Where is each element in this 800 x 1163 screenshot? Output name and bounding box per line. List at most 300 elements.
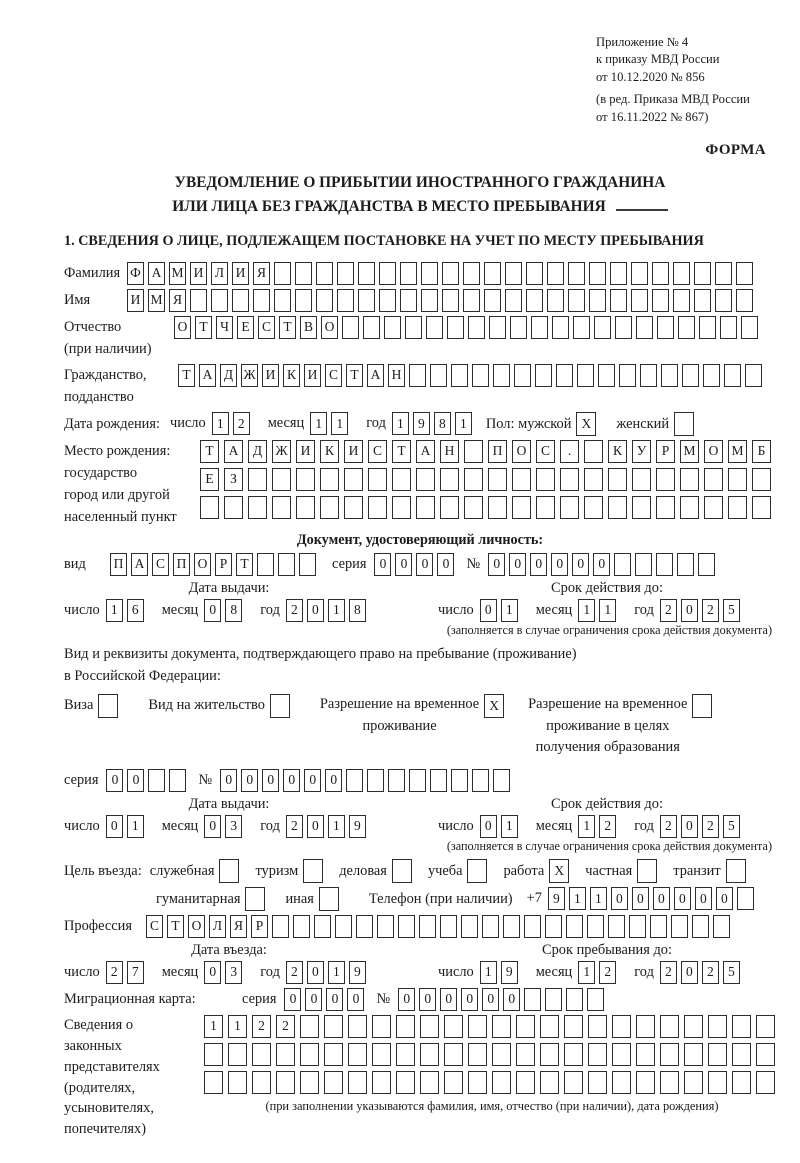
- char-box[interactable]: [346, 769, 363, 792]
- char-box[interactable]: Я: [230, 915, 247, 938]
- char-box[interactable]: [677, 553, 694, 576]
- char-box[interactable]: [400, 289, 417, 312]
- char-box[interactable]: 0: [326, 988, 343, 1011]
- char-box[interactable]: [228, 1043, 247, 1066]
- char-box[interactable]: Т: [195, 316, 212, 339]
- char-box[interactable]: [741, 316, 758, 339]
- char-box[interactable]: [619, 364, 636, 387]
- char-box[interactable]: [293, 915, 310, 938]
- char-box[interactable]: [540, 1071, 559, 1094]
- char-box[interactable]: [552, 316, 569, 339]
- char-box[interactable]: О: [321, 316, 338, 339]
- char-box[interactable]: [295, 289, 312, 312]
- char-box[interactable]: [588, 1043, 607, 1066]
- char-box[interactable]: [752, 468, 771, 491]
- char-box[interactable]: Д: [248, 440, 267, 463]
- char-box[interactable]: К: [283, 364, 300, 387]
- char-box[interactable]: Д: [220, 364, 237, 387]
- char-box[interactable]: [598, 364, 615, 387]
- char-box[interactable]: [535, 364, 552, 387]
- char-box[interactable]: [566, 988, 583, 1011]
- char-box[interactable]: 1: [328, 815, 345, 838]
- char-box[interactable]: [295, 262, 312, 285]
- char-box[interactable]: [358, 289, 375, 312]
- char-box[interactable]: Ж: [241, 364, 258, 387]
- char-box[interactable]: А: [148, 262, 165, 285]
- temp-residence-education-checkbox[interactable]: [692, 694, 712, 718]
- char-box[interactable]: 1: [328, 599, 345, 622]
- temp-residence-checkbox[interactable]: X: [484, 694, 504, 718]
- char-box[interactable]: [682, 364, 699, 387]
- char-box[interactable]: 2: [660, 961, 677, 984]
- char-box[interactable]: [484, 262, 501, 285]
- char-box[interactable]: [367, 769, 384, 792]
- char-box[interactable]: 2: [286, 599, 303, 622]
- char-box[interactable]: [715, 289, 732, 312]
- char-box[interactable]: [169, 769, 186, 792]
- char-box[interactable]: [577, 364, 594, 387]
- char-box[interactable]: [524, 915, 541, 938]
- char-box[interactable]: 2: [702, 961, 719, 984]
- char-box[interactable]: [337, 262, 354, 285]
- char-box[interactable]: [396, 1071, 415, 1094]
- char-box[interactable]: [661, 364, 678, 387]
- char-box[interactable]: [516, 1015, 535, 1038]
- char-box[interactable]: [274, 289, 291, 312]
- char-box[interactable]: 1: [228, 1015, 247, 1038]
- char-box[interactable]: 9: [349, 815, 366, 838]
- char-box[interactable]: 1: [480, 961, 497, 984]
- char-box[interactable]: [337, 289, 354, 312]
- char-box[interactable]: [547, 262, 564, 285]
- char-box[interactable]: [405, 316, 422, 339]
- char-box[interactable]: 2: [599, 961, 616, 984]
- char-box[interactable]: [451, 364, 468, 387]
- char-box[interactable]: 0: [593, 553, 610, 576]
- char-box[interactable]: [348, 1015, 367, 1038]
- char-box[interactable]: [372, 1015, 391, 1038]
- char-box[interactable]: 6: [127, 599, 144, 622]
- char-box[interactable]: [632, 496, 651, 519]
- char-box[interactable]: И: [232, 262, 249, 285]
- char-box[interactable]: [468, 316, 485, 339]
- char-box[interactable]: [190, 289, 207, 312]
- char-box[interactable]: 0: [106, 815, 123, 838]
- char-box[interactable]: [396, 1043, 415, 1066]
- purpose-private-checkbox[interactable]: [637, 859, 657, 883]
- char-box[interactable]: [400, 262, 417, 285]
- char-box[interactable]: 0: [509, 553, 526, 576]
- char-box[interactable]: 1: [599, 599, 616, 622]
- char-box[interactable]: Я: [169, 289, 186, 312]
- char-box[interactable]: [272, 496, 291, 519]
- char-box[interactable]: [444, 1071, 463, 1094]
- char-box[interactable]: 0: [632, 887, 649, 910]
- sex-female-checkbox[interactable]: [674, 412, 694, 436]
- char-box[interactable]: С: [325, 364, 342, 387]
- purpose-tourism-checkbox[interactable]: [303, 859, 323, 883]
- char-box[interactable]: [204, 1071, 223, 1094]
- char-box[interactable]: [680, 496, 699, 519]
- char-box[interactable]: [492, 1043, 511, 1066]
- char-box[interactable]: И: [296, 440, 315, 463]
- char-box[interactable]: [684, 1015, 703, 1038]
- char-box[interactable]: 0: [611, 887, 628, 910]
- char-box[interactable]: Т: [200, 440, 219, 463]
- char-box[interactable]: [684, 1071, 703, 1094]
- char-box[interactable]: [488, 496, 507, 519]
- char-box[interactable]: [724, 364, 741, 387]
- char-box[interactable]: [684, 1043, 703, 1066]
- char-box[interactable]: [372, 1043, 391, 1066]
- char-box[interactable]: 0: [572, 553, 589, 576]
- char-box[interactable]: 3: [225, 961, 242, 984]
- char-box[interactable]: [493, 769, 510, 792]
- char-box[interactable]: 0: [106, 769, 123, 792]
- char-box[interactable]: [704, 468, 723, 491]
- char-box[interactable]: [635, 553, 652, 576]
- char-box[interactable]: 0: [241, 769, 258, 792]
- char-box[interactable]: [636, 1015, 655, 1038]
- char-box[interactable]: Н: [440, 440, 459, 463]
- char-box[interactable]: 0: [398, 988, 415, 1011]
- char-box[interactable]: 8: [225, 599, 242, 622]
- char-box[interactable]: [636, 1043, 655, 1066]
- char-box[interactable]: А: [416, 440, 435, 463]
- purpose-study-checkbox[interactable]: [467, 859, 487, 883]
- char-box[interactable]: 0: [482, 988, 499, 1011]
- char-box[interactable]: [253, 289, 270, 312]
- char-box[interactable]: С: [146, 915, 163, 938]
- char-box[interactable]: [272, 915, 289, 938]
- char-box[interactable]: [358, 262, 375, 285]
- char-box[interactable]: [745, 364, 762, 387]
- char-box[interactable]: [732, 1015, 751, 1038]
- char-box[interactable]: [505, 289, 522, 312]
- char-box[interactable]: [564, 1043, 583, 1066]
- char-box[interactable]: С: [368, 440, 387, 463]
- char-box[interactable]: 1: [204, 1015, 223, 1038]
- char-box[interactable]: [463, 289, 480, 312]
- char-box[interactable]: [464, 440, 483, 463]
- char-box[interactable]: [344, 468, 363, 491]
- char-box[interactable]: 5: [723, 599, 740, 622]
- char-box[interactable]: [488, 468, 507, 491]
- char-box[interactable]: [278, 553, 295, 576]
- char-box[interactable]: [584, 440, 603, 463]
- char-box[interactable]: [421, 289, 438, 312]
- char-box[interactable]: 0: [284, 988, 301, 1011]
- char-box[interactable]: 9: [349, 961, 366, 984]
- char-box[interactable]: [335, 915, 352, 938]
- char-box[interactable]: П: [110, 553, 127, 576]
- char-box[interactable]: [484, 289, 501, 312]
- char-box[interactable]: [560, 496, 579, 519]
- char-box[interactable]: [614, 553, 631, 576]
- char-box[interactable]: [348, 1043, 367, 1066]
- char-box[interactable]: [272, 468, 291, 491]
- char-box[interactable]: 0: [681, 815, 698, 838]
- char-box[interactable]: И: [262, 364, 279, 387]
- char-box[interactable]: И: [190, 262, 207, 285]
- char-box[interactable]: [320, 468, 339, 491]
- char-box[interactable]: 2: [106, 961, 123, 984]
- char-box[interactable]: [694, 262, 711, 285]
- char-box[interactable]: [573, 316, 590, 339]
- char-box[interactable]: 0: [488, 553, 505, 576]
- char-box[interactable]: [420, 1071, 439, 1094]
- char-box[interactable]: [736, 262, 753, 285]
- char-box[interactable]: [379, 262, 396, 285]
- char-box[interactable]: Т: [236, 553, 253, 576]
- char-box[interactable]: [472, 769, 489, 792]
- char-box[interactable]: [324, 1043, 343, 1066]
- char-box[interactable]: [692, 915, 709, 938]
- char-box[interactable]: 1: [578, 815, 595, 838]
- char-box[interactable]: [708, 1071, 727, 1094]
- char-box[interactable]: 2: [599, 815, 616, 838]
- char-box[interactable]: [444, 1015, 463, 1038]
- char-box[interactable]: [514, 364, 531, 387]
- char-box[interactable]: 0: [127, 769, 144, 792]
- char-box[interactable]: 1: [569, 887, 586, 910]
- char-box[interactable]: [660, 1043, 679, 1066]
- char-box[interactable]: [612, 1071, 631, 1094]
- char-box[interactable]: О: [188, 915, 205, 938]
- char-box[interactable]: 0: [307, 961, 324, 984]
- char-box[interactable]: [652, 262, 669, 285]
- char-box[interactable]: З: [224, 468, 243, 491]
- char-box[interactable]: [737, 887, 754, 910]
- char-box[interactable]: [694, 289, 711, 312]
- char-box[interactable]: 0: [419, 988, 436, 1011]
- char-box[interactable]: 1: [331, 412, 348, 435]
- char-box[interactable]: [463, 262, 480, 285]
- char-box[interactable]: [547, 289, 564, 312]
- char-box[interactable]: [713, 915, 730, 938]
- char-box[interactable]: [228, 1071, 247, 1094]
- char-box[interactable]: [640, 364, 657, 387]
- char-box[interactable]: [636, 316, 653, 339]
- char-box[interactable]: [296, 496, 315, 519]
- char-box[interactable]: [348, 1071, 367, 1094]
- char-box[interactable]: [636, 1071, 655, 1094]
- char-box[interactable]: 5: [723, 961, 740, 984]
- char-box[interactable]: [248, 468, 267, 491]
- char-box[interactable]: 9: [548, 887, 565, 910]
- purpose-humanitarian-checkbox[interactable]: [245, 887, 265, 911]
- char-box[interactable]: 1: [501, 815, 518, 838]
- char-box[interactable]: [732, 1043, 751, 1066]
- char-box[interactable]: [589, 262, 606, 285]
- char-box[interactable]: .: [560, 440, 579, 463]
- char-box[interactable]: [752, 496, 771, 519]
- char-box[interactable]: Т: [279, 316, 296, 339]
- char-box[interactable]: [545, 915, 562, 938]
- char-box[interactable]: 2: [702, 599, 719, 622]
- char-box[interactable]: Р: [251, 915, 268, 938]
- char-box[interactable]: Р: [656, 440, 675, 463]
- char-box[interactable]: 0: [204, 961, 221, 984]
- char-box[interactable]: [680, 468, 699, 491]
- char-box[interactable]: [300, 1015, 319, 1038]
- char-box[interactable]: [524, 988, 541, 1011]
- char-box[interactable]: 2: [276, 1015, 295, 1038]
- char-box[interactable]: [526, 289, 543, 312]
- char-box[interactable]: [392, 496, 411, 519]
- char-box[interactable]: М: [169, 262, 186, 285]
- char-box[interactable]: [656, 496, 675, 519]
- char-box[interactable]: А: [199, 364, 216, 387]
- char-box[interactable]: [631, 289, 648, 312]
- char-box[interactable]: [568, 289, 585, 312]
- char-box[interactable]: М: [148, 289, 165, 312]
- char-box[interactable]: [615, 316, 632, 339]
- char-box[interactable]: [444, 1043, 463, 1066]
- char-box[interactable]: [656, 553, 673, 576]
- char-box[interactable]: О: [704, 440, 723, 463]
- char-box[interactable]: [461, 915, 478, 938]
- char-box[interactable]: [656, 468, 675, 491]
- char-box[interactable]: Е: [200, 468, 219, 491]
- char-box[interactable]: [416, 468, 435, 491]
- char-box[interactable]: [708, 1015, 727, 1038]
- char-box[interactable]: [489, 316, 506, 339]
- char-box[interactable]: [728, 496, 747, 519]
- char-box[interactable]: [629, 915, 646, 938]
- char-box[interactable]: 3: [225, 815, 242, 838]
- char-box[interactable]: 7: [127, 961, 144, 984]
- char-box[interactable]: [314, 915, 331, 938]
- char-box[interactable]: [368, 468, 387, 491]
- char-box[interactable]: 0: [262, 769, 279, 792]
- char-box[interactable]: [440, 915, 457, 938]
- char-box[interactable]: [468, 1015, 487, 1038]
- char-box[interactable]: [516, 1043, 535, 1066]
- char-box[interactable]: 0: [681, 599, 698, 622]
- char-box[interactable]: [409, 769, 426, 792]
- char-box[interactable]: 0: [461, 988, 478, 1011]
- char-box[interactable]: 0: [325, 769, 342, 792]
- char-box[interactable]: [608, 496, 627, 519]
- char-box[interactable]: [510, 316, 527, 339]
- char-box[interactable]: [673, 262, 690, 285]
- char-box[interactable]: 0: [304, 769, 321, 792]
- char-box[interactable]: [148, 769, 165, 792]
- char-box[interactable]: 2: [660, 815, 677, 838]
- char-box[interactable]: [430, 364, 447, 387]
- char-box[interactable]: [720, 316, 737, 339]
- char-box[interactable]: [608, 915, 625, 938]
- char-box[interactable]: [631, 262, 648, 285]
- purpose-other-checkbox[interactable]: [319, 887, 339, 911]
- char-box[interactable]: [392, 468, 411, 491]
- char-box[interactable]: [657, 316, 674, 339]
- char-box[interactable]: 0: [530, 553, 547, 576]
- char-box[interactable]: [566, 915, 583, 938]
- char-box[interactable]: [536, 496, 555, 519]
- char-box[interactable]: [204, 1043, 223, 1066]
- char-box[interactable]: 1: [106, 599, 123, 622]
- char-box[interactable]: [468, 1071, 487, 1094]
- char-box[interactable]: 2: [702, 815, 719, 838]
- char-box[interactable]: 2: [286, 961, 303, 984]
- purpose-work-checkbox[interactable]: X: [549, 859, 569, 883]
- char-box[interactable]: [396, 1015, 415, 1038]
- char-box[interactable]: 0: [395, 553, 412, 576]
- sex-male-checkbox[interactable]: X: [576, 412, 596, 436]
- char-box[interactable]: [200, 496, 219, 519]
- char-box[interactable]: [324, 1071, 343, 1094]
- char-box[interactable]: [512, 496, 531, 519]
- char-box[interactable]: [440, 468, 459, 491]
- char-box[interactable]: Е: [237, 316, 254, 339]
- char-box[interactable]: И: [344, 440, 363, 463]
- char-box[interactable]: [248, 496, 267, 519]
- char-box[interactable]: 0: [220, 769, 237, 792]
- char-box[interactable]: 9: [413, 412, 430, 435]
- char-box[interactable]: [363, 316, 380, 339]
- char-box[interactable]: 1: [590, 887, 607, 910]
- char-box[interactable]: [451, 769, 468, 792]
- char-box[interactable]: [492, 1071, 511, 1094]
- char-box[interactable]: [356, 915, 373, 938]
- char-box[interactable]: Б: [752, 440, 771, 463]
- char-box[interactable]: [464, 496, 483, 519]
- char-box[interactable]: [728, 468, 747, 491]
- char-box[interactable]: 0: [204, 815, 221, 838]
- char-box[interactable]: [715, 262, 732, 285]
- char-box[interactable]: К: [320, 440, 339, 463]
- char-box[interactable]: [587, 915, 604, 938]
- char-box[interactable]: [536, 468, 555, 491]
- residence-permit-checkbox[interactable]: [270, 694, 290, 718]
- char-box[interactable]: [699, 316, 716, 339]
- char-box[interactable]: [316, 262, 333, 285]
- char-box[interactable]: 1: [127, 815, 144, 838]
- char-box[interactable]: [464, 468, 483, 491]
- char-box[interactable]: [384, 316, 401, 339]
- char-box[interactable]: П: [488, 440, 507, 463]
- char-box[interactable]: [316, 289, 333, 312]
- char-box[interactable]: [612, 1043, 631, 1066]
- char-box[interactable]: [300, 1071, 319, 1094]
- char-box[interactable]: [440, 496, 459, 519]
- char-box[interactable]: [482, 915, 499, 938]
- char-box[interactable]: Ф: [127, 262, 144, 285]
- char-box[interactable]: [560, 468, 579, 491]
- char-box[interactable]: [584, 496, 603, 519]
- char-box[interactable]: 0: [307, 599, 324, 622]
- char-box[interactable]: 0: [480, 815, 497, 838]
- char-box[interactable]: [610, 262, 627, 285]
- char-box[interactable]: 0: [681, 961, 698, 984]
- char-box[interactable]: [300, 1043, 319, 1066]
- char-box[interactable]: [372, 1071, 391, 1094]
- char-box[interactable]: И: [127, 289, 144, 312]
- char-box[interactable]: [526, 262, 543, 285]
- char-box[interactable]: [531, 316, 548, 339]
- char-box[interactable]: [756, 1071, 775, 1094]
- char-box[interactable]: С: [152, 553, 169, 576]
- char-box[interactable]: А: [224, 440, 243, 463]
- char-box[interactable]: 1: [392, 412, 409, 435]
- char-box[interactable]: 2: [252, 1015, 271, 1038]
- char-box[interactable]: 0: [674, 887, 691, 910]
- char-box[interactable]: [584, 468, 603, 491]
- char-box[interactable]: [703, 364, 720, 387]
- char-box[interactable]: [678, 316, 695, 339]
